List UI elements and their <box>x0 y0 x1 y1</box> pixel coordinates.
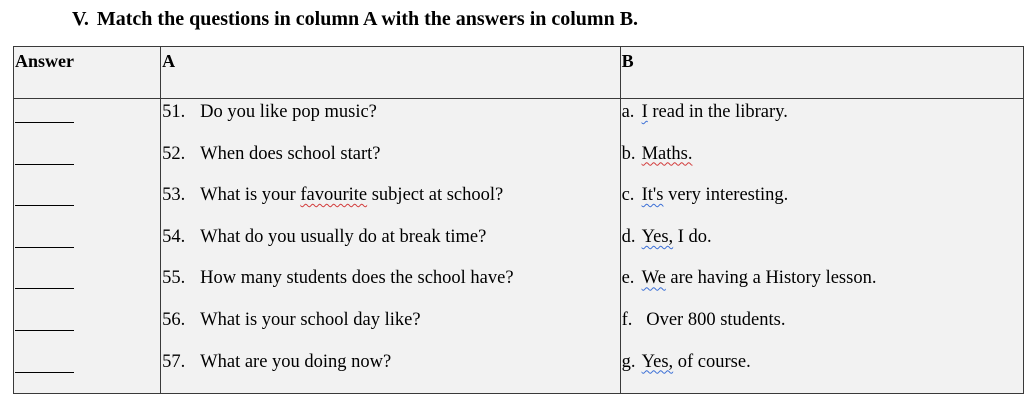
answer-option: a. I read in the library. <box>621 102 788 122</box>
header-column-a: A <box>161 47 620 99</box>
answer-option: f. Over 800 students. <box>621 309 786 330</box>
table-body-row <box>14 99 1024 394</box>
answer-options-column <box>620 99 1023 394</box>
answer-option: e. We are having a History lesson. <box>621 268 877 289</box>
exercise-instruction: Match the questions in column A with the answers in column B. <box>96 8 639 30</box>
question-item: 55. How many students does the school have? <box>162 268 514 289</box>
answer-blank-56[interactable] <box>14 310 160 352</box>
question-item: 57. What are you doing now? <box>162 351 392 372</box>
answer-option: g. Yes, of course. <box>621 351 751 372</box>
question-item: 53. What is your favourite subject at school? <box>162 185 504 206</box>
spellcheck-marked-word: favourite <box>300 185 368 206</box>
question-item: 54. What do you usually do at break time? <box>162 226 487 247</box>
matching-table <box>13 46 1024 394</box>
answer-blank-52[interactable] <box>14 144 160 186</box>
answer-option: b. Maths. <box>621 143 693 164</box>
answer-blank-57[interactable] <box>14 352 160 394</box>
table-header-row <box>14 47 1024 99</box>
header-column-b: B <box>620 47 1023 99</box>
matching-table-container <box>13 46 1024 386</box>
question-item: 56. What is your school day like? <box>162 309 421 330</box>
exercise-number: V. <box>72 8 89 30</box>
answer-column <box>14 99 161 394</box>
answer-blank-54[interactable] <box>14 227 160 269</box>
header-answer: Answer <box>14 47 161 99</box>
answer-option: c. It's very interesting. <box>621 185 789 206</box>
question-item: 52. When does school start? <box>162 143 381 164</box>
answer-blank-55[interactable] <box>14 268 160 310</box>
answer-blank-53[interactable] <box>14 185 160 227</box>
answer-blank-51[interactable] <box>14 102 160 144</box>
question-column <box>161 99 620 394</box>
answer-option: d. Yes, I do. <box>621 226 712 247</box>
exercise-heading <box>72 8 638 31</box>
question-item: 51. Do you like pop music? <box>162 102 377 122</box>
